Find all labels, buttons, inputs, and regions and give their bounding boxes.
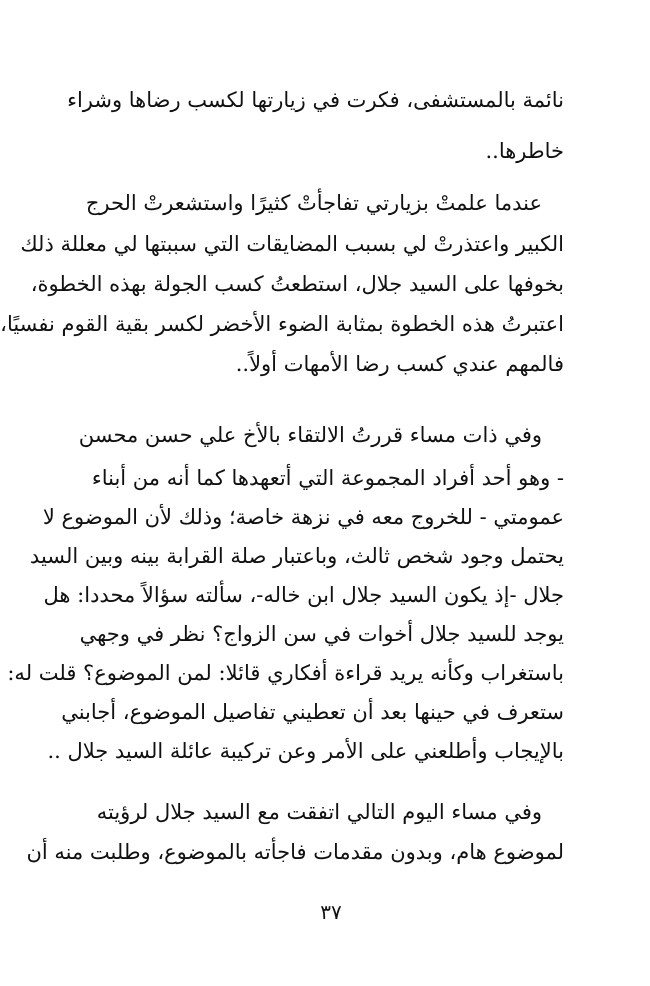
paragraph-3-line-1: وفي ذات مساء قررتُ الالتقاء بالأخ علي حسن محسن — [78, 423, 542, 447]
paragraph-4-line-1: وفي مساء اليوم التالي اتفقت مع السيد جلال لرؤيته — [96, 800, 542, 824]
paragraph-3-line-6: يوجد للسيد جلال أخوات في سن الزواج؟ نظر في وجهي — [79, 622, 564, 646]
paragraph-3-line-4: يحتمل وجود شخص ثالث، وباعتبار صلة القرابة بينه وبين السيد — [29, 544, 564, 568]
paragraph-1-line-2: خاطرها.. — [485, 139, 564, 163]
paragraph-1-line-1: نائمة بالمستشفى، فكرت في زيارتها لكسب رضاها وشراء — [67, 88, 564, 112]
paragraph-3-line-3: عمومتي - للخروج معه في نزهة خاصة؛ وذلك لأن الموضوع لا — [42, 505, 564, 529]
paragraph-3-line-5: جلال -إذ يكون السيد جلال ابن خاله-، سألته سؤالاً محددا: هل — [43, 583, 564, 607]
paragraph-2-line-3: بخوفها على السيد جلال، استطعتُ كسب الجولة بهذه الخطوة، — [30, 272, 564, 296]
paragraph-3-line-2: - وهو أحد أفراد المجموعة التي أتعهدها كما أنه من أبناء — [91, 466, 564, 490]
paragraph-3-line-9: بالإيجاب وأطلعني على الأمر وعن تركيبة عائلة السيد جلال .. — [47, 739, 564, 763]
paragraph-2-line-1: عندما علمتْ بزيارتي تفاجأتْ كثيرًا واستشعرتْ الحرج — [85, 191, 542, 215]
paragraph-3-line-8: ستعرف في حينها بعد أن تعطيني تفاصيل الموضوع، أجابني — [61, 700, 564, 724]
paragraph-3-line-7: باستغراب وكأنه يريد قراءة أفكاري قائلا: لمن الموضوع؟ قلت له: — [7, 661, 564, 685]
paragraph-2-line-4: اعتبرتُ هذه الخطوة بمثابة الضوء الأخضر لكسر بقية القوم نفسيًا، — [0, 312, 564, 336]
paragraph-2-line-2: الكبير واعتذرتْ لي بسبب المضايقات التي سببتها لي معللة ذلك — [20, 232, 564, 256]
paragraph-4-line-2: لموضوع هام، وبدون مقدمات فاجأته بالموضوع، وطلبت منه أن — [26, 840, 564, 864]
page-number: ٣٧ — [320, 900, 342, 924]
paragraph-2-line-5: فالمهم عندي كسب رضا الأمهات أولاً.. — [235, 352, 564, 376]
